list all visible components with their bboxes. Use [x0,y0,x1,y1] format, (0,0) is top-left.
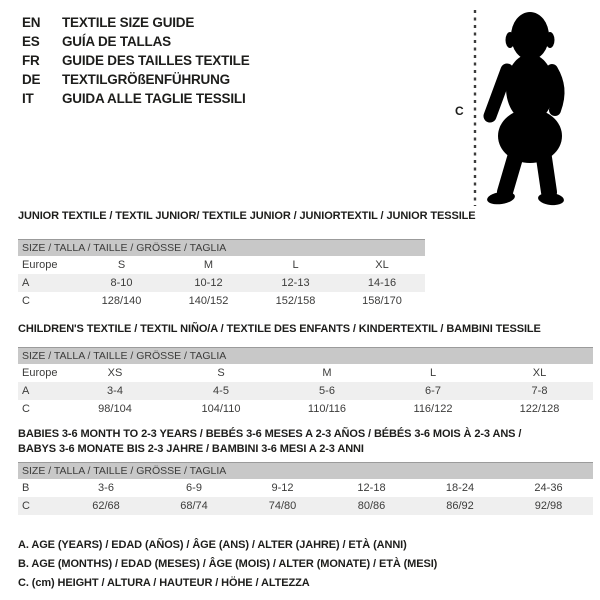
row-label-cell: Europe [22,367,58,379]
value-cell: L [429,367,437,379]
language-code: ES [22,34,40,49]
table-title: CHILDREN'S TEXTILE / TEXTIL NIÑO/A / TEXTILE DES ENFANTS / KINDERTEXTIL / BAMBINI TESSILE [18,323,541,335]
height-figure [453,6,598,211]
row-label-cell: C [18,497,62,515]
value-cell: S [117,259,126,271]
value-cell: 152/158 [275,295,316,307]
value-cell: 8-10 [78,274,165,292]
value-cell: 128/140 [101,295,142,307]
row-label-cell: C [22,295,30,307]
row-label-cell: A [18,274,78,292]
table-row [18,382,593,400]
table-row [18,292,425,310]
language-row [22,51,250,70]
table-row [18,274,425,292]
value-cell: S [217,367,225,379]
language-title: TEXTILE SIZE GUIDE [62,15,195,30]
value-cell: 12-18 [357,482,386,494]
table-title: JUNIOR TEXTILE / TEXTIL JUNIOR/ TEXTILE JUNIOR / JUNIORTEXTIL / JUNIOR TESSILE [18,210,476,222]
row-label-cell: B [22,482,30,494]
value-cell: 3-6 [98,482,114,494]
language-title: GUIDA ALLE TAGLIE TESSILI [62,91,246,106]
table-row [18,364,593,382]
size-header-cell: SIZE / TALLA / TAILLE / GRÖSSE / TAGLIA [18,463,593,480]
value-cell: 14-16 [339,274,425,292]
footnote-c: C. (cm) HEIGHT / ALTURA / HAUTEUR / HÖHE / ALTEZZA [18,577,310,589]
table-row [18,256,425,274]
value-cell: M [203,259,214,271]
footnotes [18,536,437,593]
value-cell: 7-8 [486,382,593,400]
size-header-row [18,348,593,365]
value-cell: 80/86 [327,497,416,515]
size-header-row [18,463,593,480]
value-cell: 10-12 [165,274,252,292]
table-row [18,400,593,418]
value-cell: 4-5 [168,382,274,400]
row-label-cell: A [18,382,62,400]
footnote-a: A. AGE (YEARS) / EDAD (AÑOS) / ÂGE (ANS) / ALTER (JAHRE) / ETÀ (ANNI) [18,539,407,551]
value-cell: XL [375,259,389,271]
language-row [22,70,250,89]
table-title: BABIES 3-6 MONTH TO 2-3 YEARS / BEBÉS 3-6 MESES A 2-3 AÑOS / BÉBÉS 3-6 MOIS À 2-3 ANS / [18,428,522,440]
value-cell: 92/98 [504,497,593,515]
value-cell: XS [107,367,123,379]
children-size-table [18,347,593,418]
children-table-section [18,322,593,418]
babies-size-table [18,462,593,515]
language-title: GUIDE DES TAILLES TEXTILE [62,53,250,68]
language-code: DE [22,72,41,87]
language-title: GUÍA DE TALLAS [62,34,171,49]
row-label-cell: C [22,403,30,415]
baby-silhouette-icon [453,6,598,211]
value-cell: 140/152 [188,295,229,307]
language-list [22,13,250,108]
language-title: TEXTILGRÖßENFÜHRUNG [62,72,230,87]
value-cell: 3-4 [62,382,168,400]
value-cell: 110/116 [307,403,347,415]
size-header-row [18,240,425,257]
row-label-cell: Europe [22,259,58,271]
value-cell: 18-24 [445,482,475,494]
value-cell: 122/128 [519,403,560,415]
value-cell: 158/170 [362,295,402,307]
language-code: EN [22,15,41,30]
value-cell: 62/68 [62,497,150,515]
table-row [18,497,593,515]
value-cell: 12-13 [252,274,339,292]
junior-size-table [18,239,425,310]
value-cell: M [322,367,332,379]
language-code: IT [22,91,34,106]
size-header-cell: SIZE / TALLA / TAILLE / GRÖSSE / TAGLIA [18,348,593,365]
value-cell: 116/122 [413,403,453,415]
value-cell: 6-7 [380,382,486,400]
value-cell: 98/104 [98,403,132,415]
junior-table-section [18,209,476,310]
value-cell: 5-6 [274,382,380,400]
value-cell: 9-12 [271,482,294,494]
value-cell: XL [532,367,547,379]
table-row [18,479,593,497]
footnote-b: B. AGE (MONTHS) / EDAD (MESES) / ÂGE (MOIS) / ALTER (MONATE) / ETÀ (MESI) [18,558,438,570]
table-title: BABYS 3-6 MONATE BIS 2-3 JAHRE / BAMBINI 3-6 MESI A 2-3 ANNI [18,443,364,455]
value-cell: 6-9 [186,482,202,494]
value-cell: 104/110 [201,403,241,415]
value-cell: 68/74 [150,497,238,515]
value-cell: L [292,259,299,271]
language-row [22,32,250,51]
value-cell: 24-36 [534,482,563,494]
language-row [22,13,250,32]
language-row [22,89,250,108]
baby-silhouette [486,12,564,206]
language-code: FR [22,53,40,68]
babies-table-section [18,427,593,515]
size-header-cell: SIZE / TALLA / TAILLE / GRÖSSE / TAGLIA [18,240,425,257]
height-measure-label: C [455,104,464,118]
value-cell: 86/92 [416,497,504,515]
value-cell: 74/80 [238,497,327,515]
